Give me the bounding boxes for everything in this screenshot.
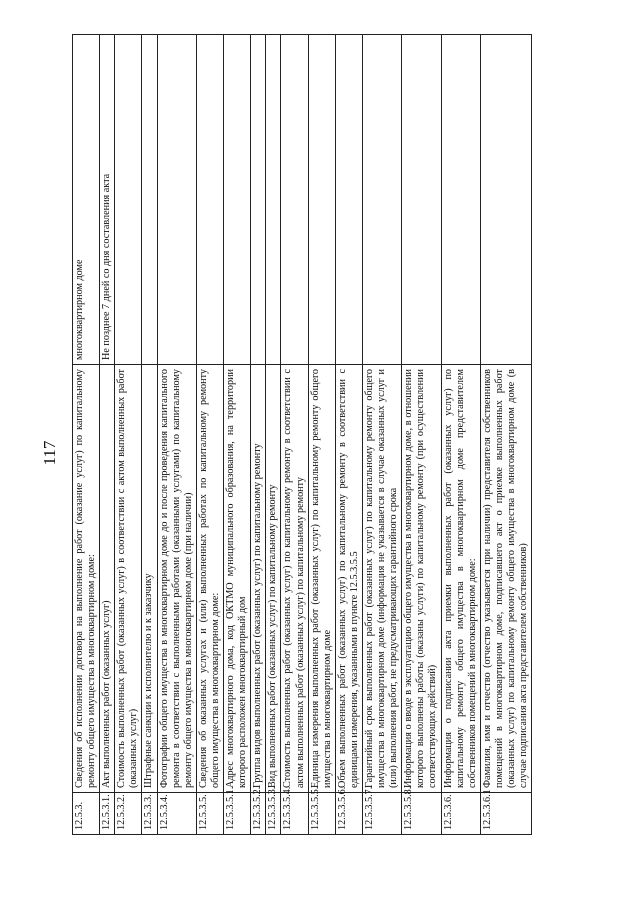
table-row <box>157 35 196 835</box>
table-row <box>100 35 115 835</box>
row-description-cell: Штрафные санкции к исполнителю и к заказчику <box>142 365 157 793</box>
table-row <box>281 35 308 835</box>
table-row <box>402 35 441 835</box>
row-description-cell: Группа видов выполненных работ (оказанных услуг) по капитальному ремонту <box>251 365 266 793</box>
table-row <box>335 35 362 835</box>
row-description-cell: Стоимость выполненных работ (оказанных услуг) по капитальному ремонту в соответствии с актом выполненных работ (оказанных услуг) по капитальному ремонту <box>281 365 308 793</box>
rotated-page-content <box>72 35 567 835</box>
row-number-cell: 12.5.3.5.3. <box>266 793 281 835</box>
row-deadline-cell <box>115 35 142 365</box>
row-deadline-cell <box>335 35 362 365</box>
row-description-cell: Единица измерения выполненных работ (оказанных услуг) по капитальному ремонту общего имущества в многоквартирном доме <box>308 365 335 793</box>
row-number-cell: 12.5.3.2. <box>115 793 142 835</box>
row-deadline-cell <box>196 35 223 365</box>
row-deadline-cell <box>224 35 251 365</box>
row-description-cell: Фотографии общего имущества в многоквартирном доме до и после проведения капитального ремонта в соответствии с выполненными работами (оказанными услугами) по капитальному ремонту общего имущества в многоквартирном доме (при наличии) <box>157 365 196 793</box>
table-row <box>196 35 223 835</box>
row-description-cell: Акт выполненных работ (оказанных услуг) <box>100 365 115 793</box>
row-number-cell: 12.5.3.5.7. <box>362 793 401 835</box>
row-number-cell: 12.5.3.5.5. <box>308 793 335 835</box>
row-number-cell: 12.5.3.5.8. <box>402 793 441 835</box>
row-description-cell: Сведения об оказанных услугах и (или) выполненных работах по капитальному ремонту общего имущества в многоквартирном доме: <box>196 365 223 793</box>
requirements-table <box>72 34 532 835</box>
row-deadline-cell <box>266 35 281 365</box>
row-number-cell: 12.5.3.4. <box>157 793 196 835</box>
row-description-cell: Вид выполненных работ (оказанных услуг) по капитальному ремонту <box>266 365 281 793</box>
table-row <box>73 35 100 835</box>
table-row <box>480 35 531 835</box>
table-row <box>142 35 157 835</box>
row-description-cell: Сведения об исполнении договора на выполнение работ (оказание услуг) по капитальному ремонту общего имущества в многоквартирном доме: <box>73 365 100 793</box>
row-number-cell: 12.5.3.1. <box>100 793 115 835</box>
row-description-cell: Информация о вводе в эксплуатацию общего имущества в многоквартирном доме, в отношении которого выполнены работы (оказаны услуги) по капитальному ремонту (при осуществлении соответствующих действий) <box>402 365 441 793</box>
row-number-cell: 12.5.3. <box>73 793 100 835</box>
row-number-cell: 12.5.3.6.1 <box>480 793 531 835</box>
row-number-cell: 12.5.3.5.2. <box>251 793 266 835</box>
row-number-cell: 12.5.3.5.6. <box>335 793 362 835</box>
row-deadline-cell <box>441 35 480 365</box>
row-description-cell: Гарантийный срок выполненных работ (оказанных услуг) по капитальному ремонту общего имущества в многоквартирном доме (информация не указывается в случае оказанных услуг и (или) выполнения работ, не предусматривающих гарантийного срока <box>362 365 401 793</box>
row-deadline-cell <box>157 35 196 365</box>
row-number-cell: 12.5.3.5.4. <box>281 793 308 835</box>
table-row <box>224 35 251 835</box>
table-row <box>266 35 281 835</box>
row-deadline-cell: Не позднее 7 дней со дня составления акта <box>100 35 115 365</box>
table-row <box>362 35 401 835</box>
row-deadline-cell: многоквартирном доме <box>73 35 100 365</box>
row-deadline-cell <box>402 35 441 365</box>
row-description-cell: Стоимость выполненных работ (оказанных услуг) в соответствии с актом выполненных работ (оказанных услуг) <box>115 365 142 793</box>
row-number-cell: 12.5.3.5.1. <box>224 793 251 835</box>
row-description-cell: Адрес многоквартирного дома, код ОКТМО муниципального образования, на территории которого расположен многоквартирный дом <box>224 365 251 793</box>
row-description-cell: Фамилия, имя и отчество (отчество указывается при наличии) представителя собственников помещений в многоквартирном доме, подписавшего акт о приемке выполненных работ (оказанных услуг) по капитальному ремонту общего имущества в многоквартирном доме (в случае подписания акта представителем собственников) <box>480 365 531 793</box>
row-deadline-cell <box>142 35 157 365</box>
table-row <box>308 35 335 835</box>
row-deadline-cell <box>362 35 401 365</box>
row-number-cell: 12.5.3.6. <box>441 793 480 835</box>
row-description-cell: Информация о подписании акта приемки выполненных работ (оказанных услуг) по капитальному ремонту общего имущества в многоквартирном доме представителем собственников помещений в многоквартирном доме: <box>441 365 480 793</box>
row-deadline-cell <box>480 35 531 365</box>
row-number-cell: 12.5.3.3. <box>142 793 157 835</box>
table-row <box>251 35 266 835</box>
row-deadline-cell <box>281 35 308 365</box>
row-deadline-cell <box>308 35 335 365</box>
row-deadline-cell <box>251 35 266 365</box>
table-body <box>73 35 532 835</box>
table-row <box>115 35 142 835</box>
row-number-cell: 12.5.3.5. <box>196 793 223 835</box>
page-number: 117 <box>40 440 59 466</box>
table-row <box>441 35 480 835</box>
row-description-cell: Объем выполненных работ (оказанных услуг) по капитальному ремонту в соответствии с единицами измерения, указанными в пункте 12.5.3.5.5 <box>335 365 362 793</box>
